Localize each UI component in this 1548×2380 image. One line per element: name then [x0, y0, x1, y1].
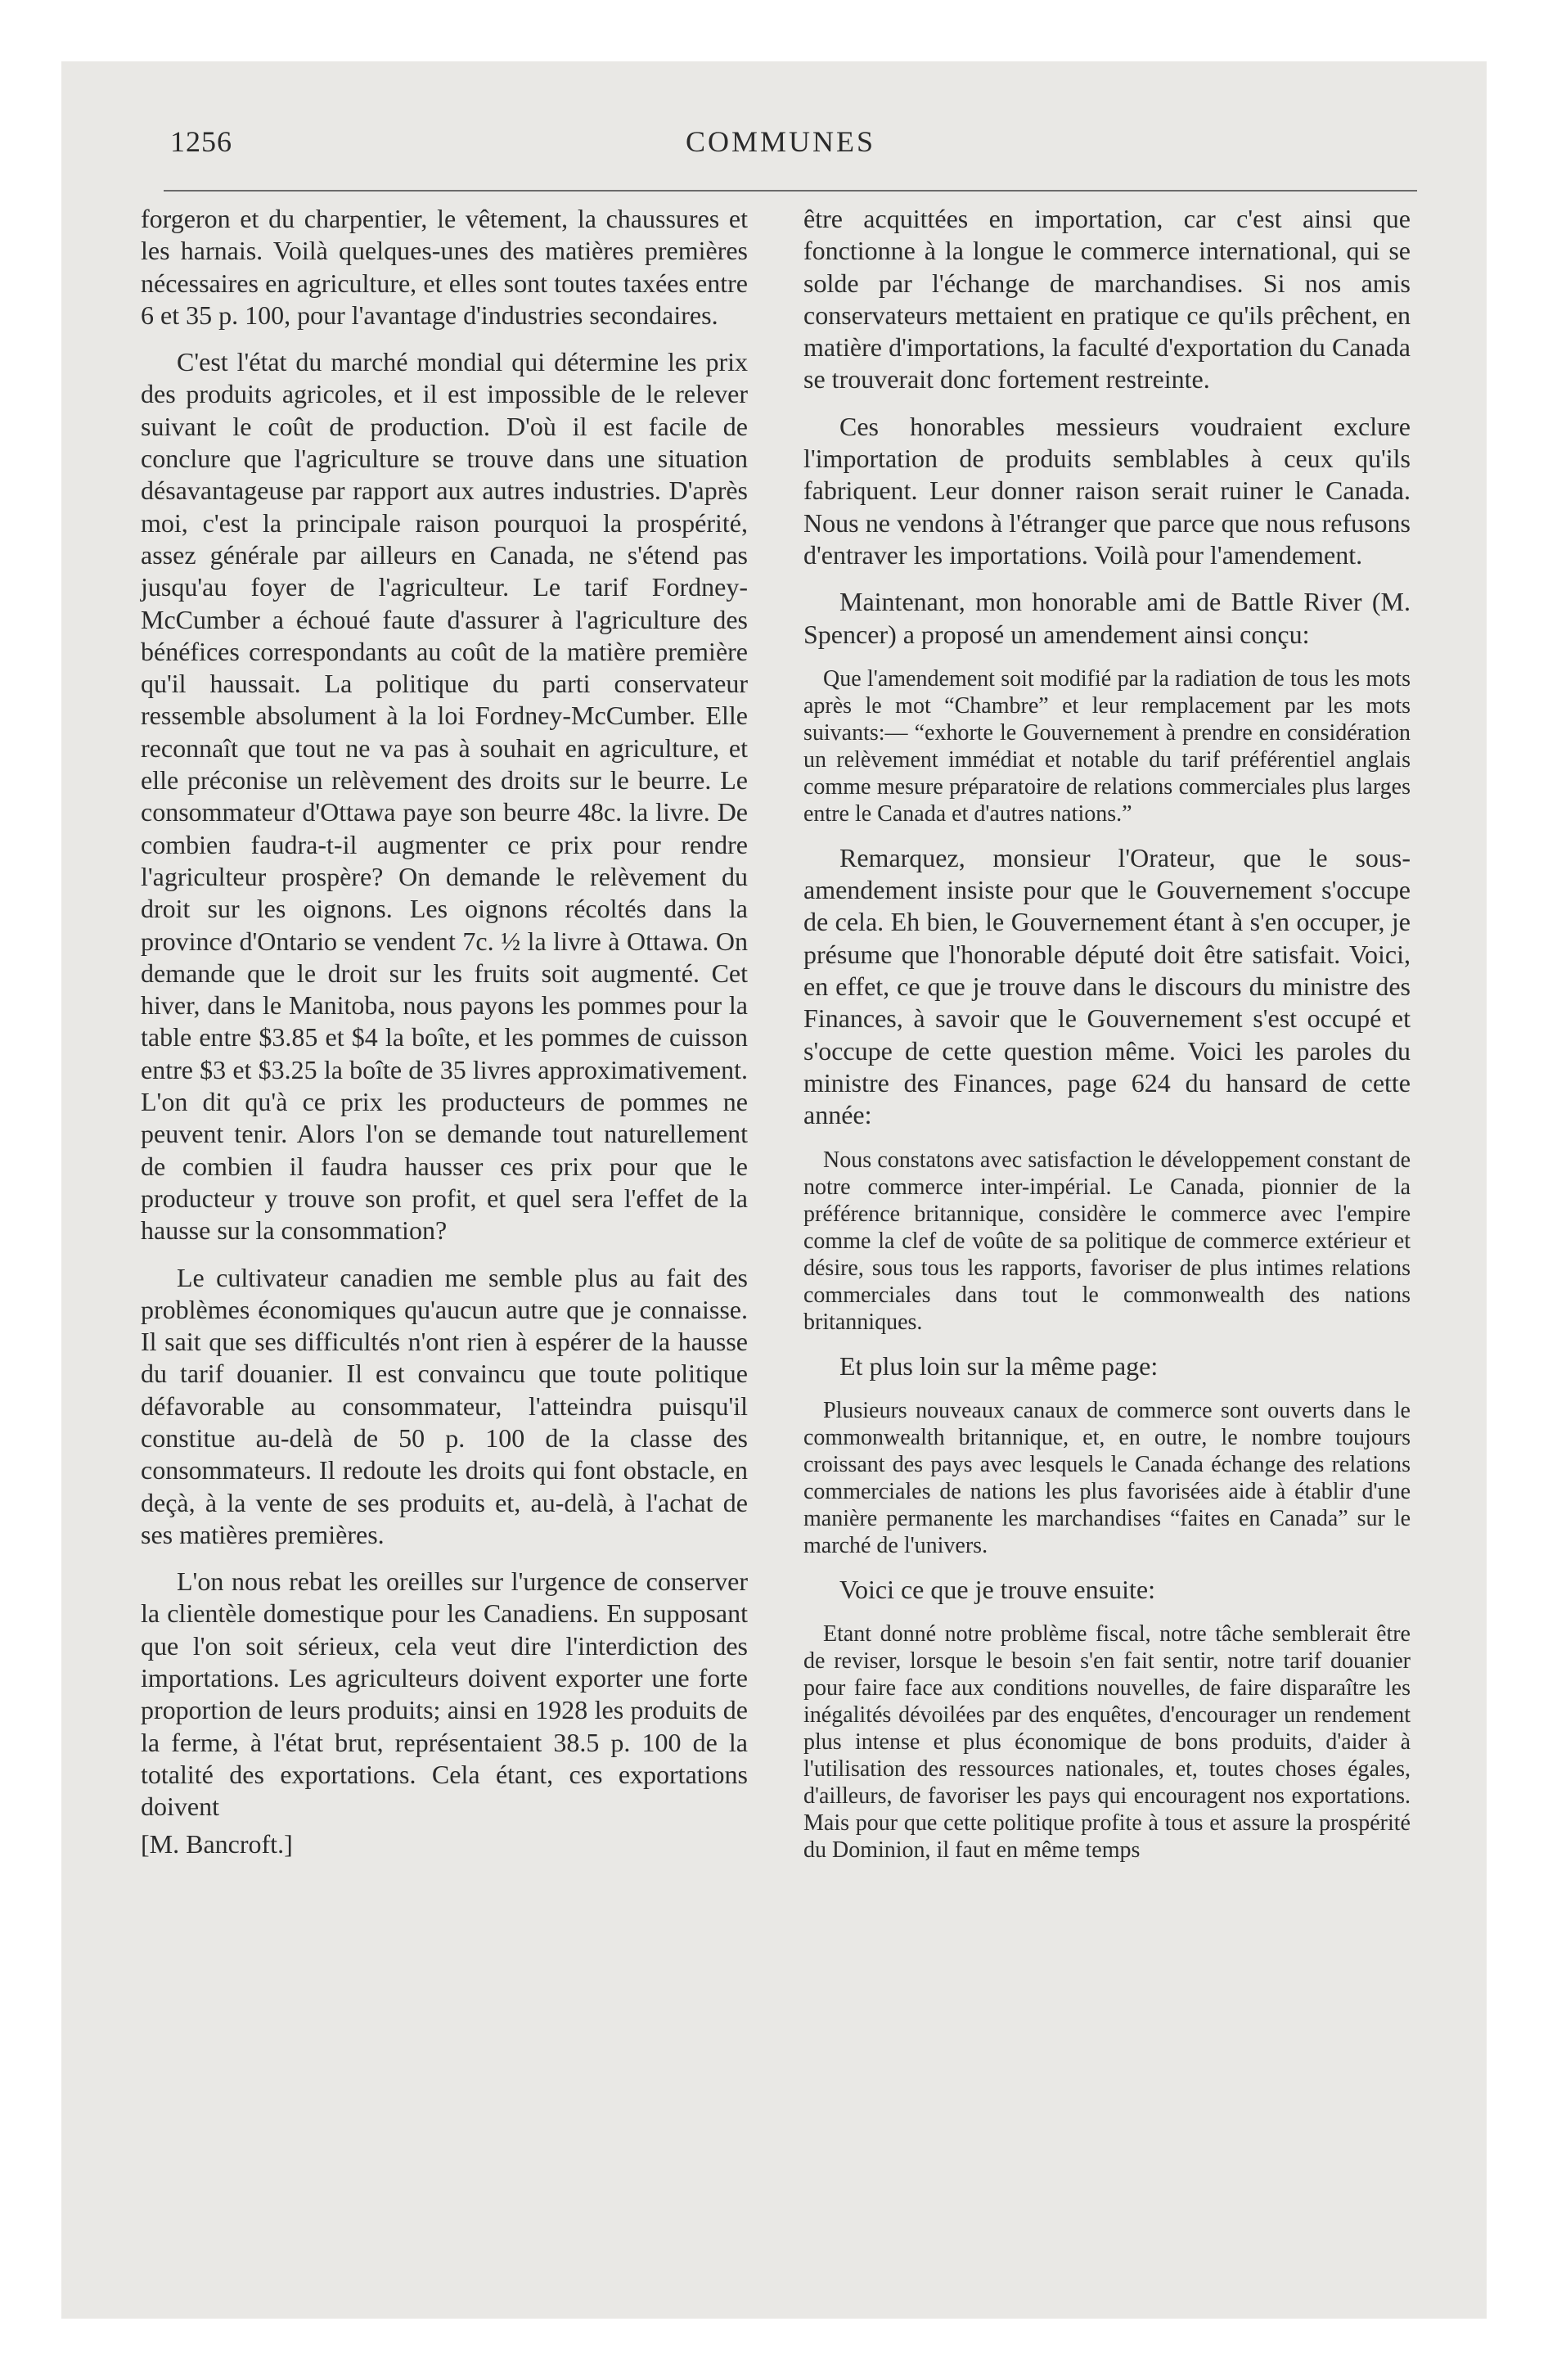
- running-title: COMMUNES: [686, 125, 876, 158]
- speaker-tag: [M. Bancroft.]: [141, 1828, 293, 1859]
- paragraph: forgeron et du charpentier, le vêtement, la chaussures et les harnais. Voilà quelques-unes des matières premières nécessaires en agriculture, et elles sont toutes taxées entre 6 et 35 p. 100, pour l'avantage d'industries secondaires.: [141, 204, 748, 330]
- paragraph: Voici ce que je trouve ensuite:: [839, 1574, 1155, 1604]
- paragraph: Le cultivateur canadien me semble plus au fait des problèmes économiques qu'aucun autre que je connaisse. Il sait que ses difficultés n'ont rien à espérer de la hausse du tarif douanier. Il est convaincu que toute politique défavorable au consommateur, l'atteindra puisqu'il constitue au-delà de 50 p. 100 de la classe des consommateurs. Il redoute les droits qui font obstacle, en deçà, à la vente de ses produits et, au-delà, à l'achat de ses matières premières.: [141, 1262, 748, 1549]
- paragraph: L'on nous rebat les oreilles sur l'urgence de conserver la clientèle domestique pour les Canadiens. En supposant que l'on soit sérieux, cela veut dire l'interdiction des importations. Les agriculteurs doivent exporter une forte proportion de leurs produits; ainsi en 1928 les produits de la ferme, à l'état brut, représentaient 38.5 p. 100 de la totalité des exportations. Cela étant, ces exportations doivent: [141, 1566, 748, 1822]
- block-quote: Plusieurs nouveaux canaux de commerce sont ouverts dans le commonwealth britannique, et, en outre, le nombre toujours croissant des pays avec lesquels le Canada échange des relations commerciales de nations les plus favorisées aide à établir d'une manière permanente les marchandises “faites en Canada” sur le marché de l'univers.: [803, 1397, 1411, 1558]
- page-header: [170, 124, 1414, 165]
- left-column: [141, 203, 748, 1860]
- paragraph: Et plus loin sur la même page:: [839, 1350, 1159, 1381]
- header-rule: [164, 190, 1417, 192]
- paragraph: être acquittées en importation, car c'est ainsi que fonctionne à la longue le commerce international, qui se solde par l'échange de marchandises. Si nos amis conservateurs mettaient en pratique ce qu'ils prêchent, en matière d'importations, la faculté d'exportation du Canada se trouverait donc fortement restreinte.: [803, 204, 1411, 394]
- block-quote: Etant donné notre problème fiscal, notre tâche semblerait être de reviser, lorsque le besoin s'en fait sentir, notre tarif douanier pour faire face aux conditions nouvelles, de faire disparaître les inégalités dévoilées par des enquêtes, d'encourager un rendement plus intense et plus économique de bons produits, d'aider à l'utilisation des ressources nationales, et, toutes choses égales, d'ailleurs, de favoriser les pays qui encouragent nos exportations. Mais pour que cette politique profite à tous et assure la prospérité du Dominion, il faut en même temps: [803, 1621, 1411, 1864]
- paragraph: Ces honorables messieurs voudraient exclure l'importation de produits semblables à ceux qu'ils fabriquent. Leur donner raison serait ruiner le Canada. Nous ne vendons à l'étranger que parce que nous refusons d'entraver les importations. Voilà pour l'amendement.: [803, 411, 1411, 570]
- page-number: 1256: [170, 125, 232, 158]
- block-quote: Nous constatons avec satisfaction le développement constant de notre commerce inter-impérial. Le Canada, pionnier de la préférence britannique, considère le commerce avec l'empire comme la clef de voûte de sa politique de commerce extérieur et désire, sous tous les rapports, favoriser de plus intimes relations commerciales dans tout le commonwealth des nations britanniques.: [803, 1147, 1411, 1335]
- block-quote: Que l'amendement soit modifié par la radiation de tous les mots après le mot “Chambre” et leur remplacement par les mots suivants:— “exhorte le Gouvernement à prendre en considération un relèvement immédiat et notable du tarif préférentiel anglais comme mesure préparatoire de relations commerciales plus larges entre le Canada et d'autres nations.”: [803, 665, 1411, 827]
- paragraph: C'est l'état du marché mondial qui détermine les prix des produits agricoles, et il est impossible de le relever suivant le coût de production. D'où il est facile de conclure que l'agriculture se trouve dans une situation désavantageuse par rapport aux autres industries. D'après moi, c'est la principale raison pourquoi la prospérité, assez générale par ailleurs en Canada, ne s'étend pas jusqu'au foyer de l'agriculteur. Le tarif Fordney-McCumber a échoué faute d'assurer à l'agriculture des bénéfices correspondants au coût de la matière première qu'il haussait. La politique du parti conservateur ressemble absolument à la loi Fordney-McCumber. Elle reconnaît que tout ne va pas à souhait en agriculture, et elle préconise un relèvement des droits sur le beurre. Le consommateur d'Ottawa paye son beurre 48c. la livre. De combien faudra-t-il augmenter ce prix pour rendre l'agriculteur prospère? On demande le relèvement du droit sur les oignons. Les oignons récoltés dans la province d'Ontario se vendent 7c. ½ la livre à Ottawa. On demande que le droit sur les fruits soit augmenté. Cet hiver, dans le Manitoba, nous payons les pommes pour la table entre $3.85 et $4 la boîte, et les pommes de cuisson entre $3 et $3.25 la boîte de 35 livres approximativement. L'on dit qu'à ce prix les producteurs de pommes ne peuvent tenir. Alors l'on se demande tout naturellement de combien il faudra hausser ces prix pour que le producteur y trouve son profit, et quel sera l'effet de la hausse sur la consommation?: [141, 347, 748, 1246]
- paragraph: Remarquez, monsieur l'Orateur, que le sous-amendement insiste pour que le Gouvernement s'occupe de cela. Eh bien, le Gouvernement étant à s'en occuper, je présume que l'honorable député doit être satisfait. Voici, en effet, ce que je trouve dans le discours du ministre des Finances, à savoir que le Gouvernement s'est occupé et s'occupe de cette question même. Voici les paroles du ministre des Finances, page 624 du hansard de cette année:: [803, 842, 1411, 1130]
- right-column: [803, 203, 1411, 1878]
- paragraph: Maintenant, mon honorable ami de Battle River (M. Spencer) a proposé un amendement ainsi conçu:: [803, 587, 1411, 649]
